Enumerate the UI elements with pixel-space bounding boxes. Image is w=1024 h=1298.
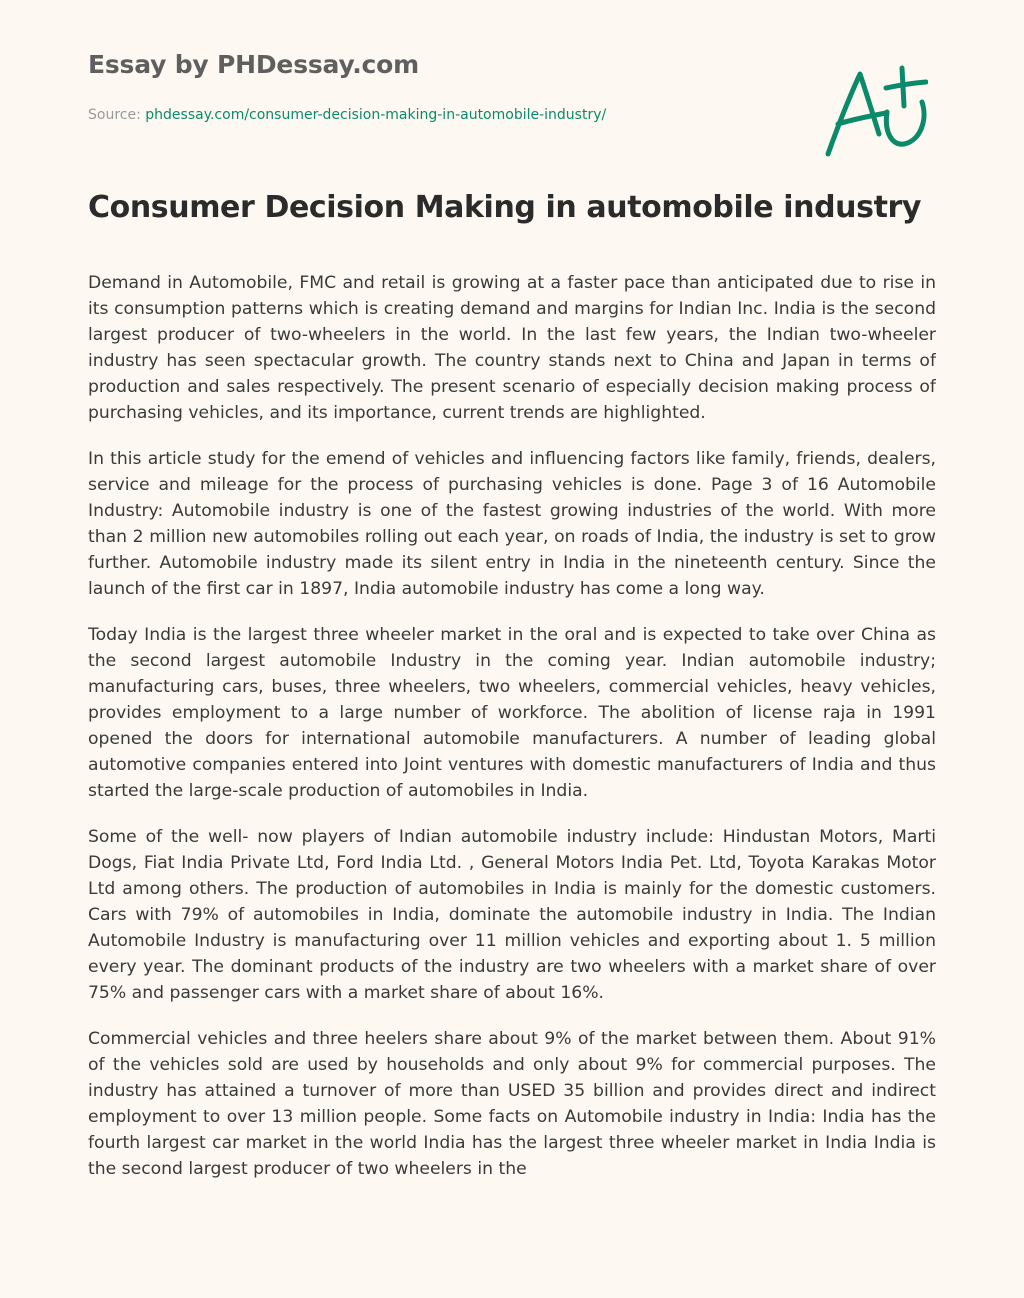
header [88, 50, 936, 123]
a-plus-grade-icon [824, 62, 928, 162]
source-link[interactable]: phdessay.com/consumer-decision-making-in-automobile-industry/ [145, 107, 607, 123]
paragraph: Some of the well- now players of Indian automobile industry include: Hindustan Motors, Marti Dogs, Fiat India Private Ltd, Ford India Ltd. , General Motors India Pet. Ltd, Toyota Karakas Motor Ltd among others. The production of automobiles in India is mainly for the domestic customers. Cars with 79% of automobiles in India, dominate the automobile industry in India. The Indian Automobile Industry is manufacturing over 11 million vehicles and exporting about 1. 5 million every year. The dominant products of the industry are two wheelers with a market share of over 75% and passenger cars with a market share of about 16%. [88, 827, 936, 1003]
source-line [88, 107, 936, 123]
paragraph: In this article study for the emend of vehicles and influencing factors like family, friends, dealers, service and mileage for the process of purchasing vehicles is done. Page 3 of 16 Automobile Industry: Automobile industry is one of the fastest growing industries of the world. With more than 2 million new automobiles rolling out each year, on roads of India, the industry is set to grow further. Automobile industry made its silent entry in India in the nineteenth century. Since the launch of the first car in 1897, India automobile industry has come a long way. [88, 449, 936, 599]
source-label: Source: [88, 107, 146, 123]
paragraph: Demand in Automobile, FMC and retail is growing at a faster pace than anticipated due to rise in its consumption patterns which is creating demand and margins for Indian Inc. India is the second largest producer of two-wheelers in the world. In the last few years, the Indian two-wheeler industry has seen spectacular growth. The country stands next to China and Japan in terms of production and sales respectively. The present scenario of especially decision making process of purchasing vehicles, and its importance, current trends are highlighted. [88, 273, 936, 423]
page-title: Consumer Decision Making in automobile industry [88, 190, 922, 225]
site-brand[interactable]: Essay by PHDessay.com [88, 50, 419, 79]
essay-body [88, 270, 936, 1298]
paragraph: Today India is the largest three wheeler market in the oral and is expected to take over China as the second largest automobile Industry in the coming year. Indian automobile industry; manufacturing cars, buses, three wheelers, two wheelers, commercial vehicles, heavy vehicles, provides employment to a large number of workforce. The abolition of license raja in 1991 opened the doors for international automobile manufacturers. A number of leading global automotive companies entered into Joint ventures with domestic manufacturers of India and thus started the large-scale production of automobiles in India. [88, 625, 936, 801]
paragraph: Commercial vehicles and three heelers share about 9% of the market between them. About 91% of the vehicles sold are used by households and only about 9% for commercial purposes. The industry has attained a turnover of more than USED 35 billion and provides direct and indirect employment to over 13 million people. Some facts on Automobile industry in India: India has the fourth largest car market in the world India has the largest three wheeler market in India India is the second largest producer of two wheelers in the [88, 1029, 936, 1179]
